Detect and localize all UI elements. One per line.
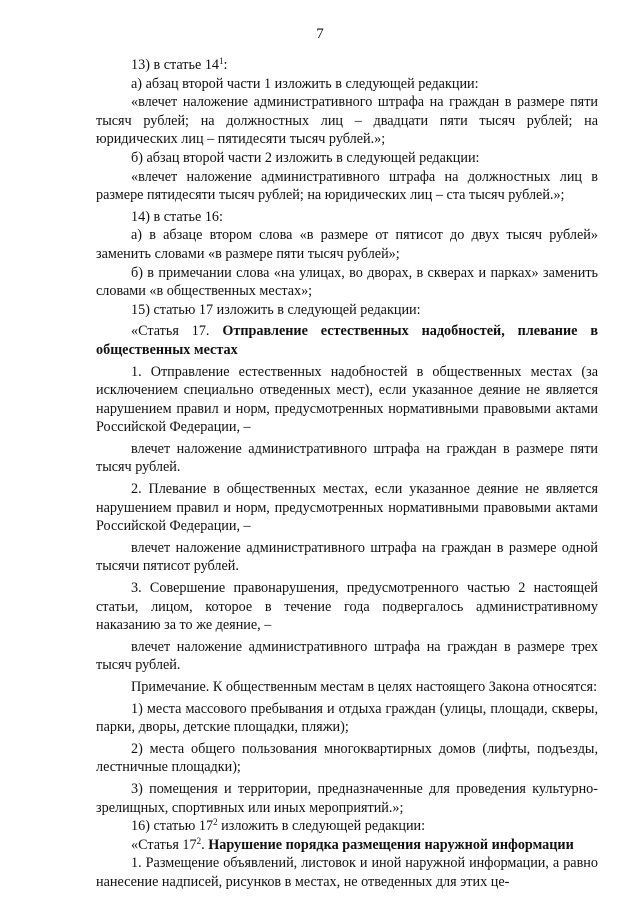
article-17-part-1-penalty: влечет наложение административного штрафа на граждан в размере пяти тысяч рублей. (96, 440, 598, 476)
paragraph-item-15: 15) статью 17 изложить в следующей редакции: (131, 301, 421, 318)
article-17-note-item-3: 3) помещения и территории, предназначенные для проведения культурно-зрелищных, спортивных или иных мероприятий.»; (96, 780, 598, 816)
paragraph-item-13: 13) в статье $14^1$: (131, 56, 228, 73)
article-17-note-item-2: 2) места общего пользования многоквартирных домов (лифты, подъезды, лестничные площадки); (96, 740, 598, 776)
paragraph-14b: б) в примечании слова «на улицах, во дворах, в скверах и парках» заменить словами «в общественных местах»; (96, 264, 598, 300)
paragraph-13a: а) абзац второй части 1 изложить в следующей редакции: (131, 75, 479, 92)
article-17-part-1: 1. Отправление естественных надобностей в общественных местах (за исключением специально отведенных мест), если указанное деяние не является нарушением правил и норм, предусмотренных нормативными правовыми актами Российской Федерации, – (96, 363, 598, 436)
paragraph-13a-text: «влечет наложение административного штрафа на граждан в размере пяти тысяч рублей; на должностных лиц – двадцати пяти тысяч рублей; на юридических лиц – пятидесяти тысяч рублей.»; (96, 94, 598, 148)
article-17-2-part-1: 1. Размещение объявлений, листовок и иной наружной информации, а равно нанесение надписей, рисунков в местах, не отведенных для этих це- (96, 855, 598, 890)
article-17-part-2: 2. Плевание в общественных местах, если указанное деяние не является нарушением правил и норм, предусмотренных нормативными правовыми актами Российской Федерации, – (96, 481, 598, 535)
paragraph-13b: б) абзац второй части 2 изложить в следующей редакции: (131, 149, 480, 166)
paragraph-item-14: 14) в статье 16: (131, 208, 223, 225)
article-17-2-heading: «Статья $17^2$. Нарушение порядка размещения наружной информации (131, 835, 574, 853)
paragraph-13b-text: «влечет наложение административного штрафа на должностных лиц в размере пятидесяти тысяч рублей; на юридических лиц – ста тысяч рублей.»; (96, 168, 598, 204)
article-17-part-3-penalty: влечет наложение административного штрафа на граждан в размере трех тысяч рублей. (96, 638, 598, 674)
paragraph-item-16: 16) статью $17^2$ изложить в следующей редакции: (131, 817, 426, 835)
article-17-heading: «Статья 17. Отправление естественных надобностей, плевание в общественных местах (96, 323, 598, 358)
page-number: 7 (316, 26, 324, 42)
article-17-note-item-1: 1) места массового пребывания и отдыха граждан (улицы, площади, скверы, парки, дворы, детские площадки, пляжи); (96, 700, 598, 736)
document-body (96, 56, 598, 892)
article-17-part-3: 3. Совершение правонарушения, предусмотренного частью 2 настоящей статьи, лицом, которое в течение года подвергалось административному наказанию за то же деяние, – (96, 580, 598, 634)
paragraph-14a: а) в абзаце втором слова «в размере от пятисот до двух тысяч рублей» заменить словами «в размере пяти тысяч рублей»; (96, 227, 598, 262)
article-17-note: Примечание. К общественным местам в целях настоящего Закона относятся: (131, 679, 598, 695)
article-17-part-2-penalty: влечет наложение административного штрафа на граждан в размере одной тысячи пятисот рублей. (96, 539, 598, 575)
